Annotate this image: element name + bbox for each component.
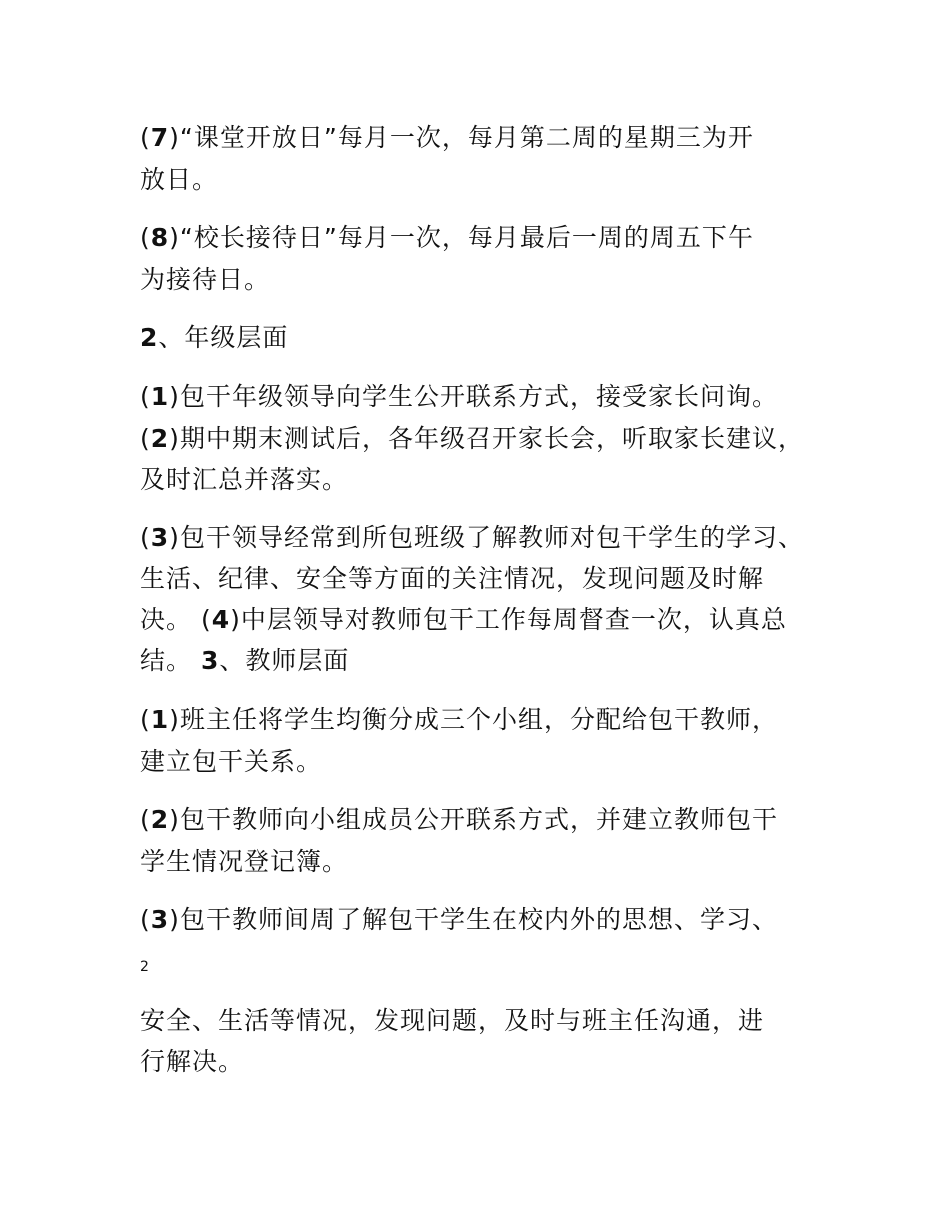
item8-number: 8 (150, 223, 170, 252)
item7-text: )“课堂开放日”每月一次，每月第二周的星期三为开 (169, 123, 754, 152)
item7-line1 (140, 121, 754, 155)
s2-item3-line1: (3)包干领导经常到所包班级了解教师对包干学生的学习、 (140, 523, 804, 552)
section3-number: 3 (200, 646, 220, 675)
s2-item4-number: 4 (211, 605, 231, 634)
s3-item2-line1: (2)包干教师向小组成员公开联系方式，并建立教师包干 (140, 805, 778, 834)
s3-item3-number: 3 (150, 905, 170, 934)
s3-item1-text: 班主任将学生均衡分成三个小组，分配给包干教师， (179, 705, 778, 734)
s3-item1-line1: (1)班主任将学生均衡分成三个小组，分配给包干教师， (140, 705, 778, 734)
continuation-line2: 行解决。 (140, 1047, 245, 1076)
item8-text: )“校长接待日”每月一次，每月最后一周的周五下午 (169, 223, 754, 252)
s2-item3-end: 决。 ( (140, 605, 212, 634)
s2-item1-line1: (1)包干年级领导向学生公开联系方式，接受家长问询。 (140, 382, 778, 411)
s2-item4-line2 (140, 644, 349, 678)
s3-item3-text: 包干教师间周了解包干学生在校内外的思想、学习、 (179, 905, 778, 934)
s2-item2-line1: (2)期中期末测试后，各年级召开家长会，听取家长建议， (140, 424, 804, 453)
s2-item3-line2: 生活、纪律、安全等方面的关注情况，发现问题及时解 (140, 564, 765, 593)
s3-item1-line2: 建立包干关系。 (140, 747, 323, 776)
s3-item3-line1: (3)包干教师间周了解包干学生在校内外的思想、学习、 (140, 905, 778, 934)
s2-item2-text: 期中期末测试后，各年级召开家长会，听取家长建议， (179, 424, 804, 453)
s2-item4-text: )中层领导对教师包干工作每周督查一次，认真总 (230, 605, 787, 634)
section2-heading (140, 321, 288, 355)
s2-item1-text: 包干年级领导向学生公开联系方式，接受家长问询。 (179, 382, 778, 411)
s2-item2-line2: 及时汇总并落实。 (140, 465, 349, 494)
s2-item4-end: 结。 (140, 646, 201, 675)
s2-item3-line3 (140, 603, 787, 637)
section2-number: 2 (140, 323, 159, 352)
item8-line1 (140, 221, 754, 255)
section2-title: 、年级层面 (158, 323, 289, 352)
page-number: 2 (140, 959, 149, 975)
s2-item3-text: 包干领导经常到所包班级了解教师对包干学生的学习、 (179, 523, 804, 552)
s3-item2-text: 包干教师向小组成员公开联系方式，并建立教师包干 (179, 805, 778, 834)
paren-open: ( (140, 123, 151, 152)
s2-item1-number: 1 (150, 382, 170, 411)
s2-item3-number: 3 (150, 523, 170, 552)
item7-line2: 放日。 (140, 165, 219, 194)
s3-item1-number: 1 (150, 705, 170, 734)
item7-number: 7 (150, 123, 170, 152)
paren-open: ( (140, 223, 151, 252)
section3-title: 、教师层面 (219, 646, 350, 675)
s2-item2-number: 2 (150, 424, 170, 453)
s3-item2-line2: 学生情况登记簿。 (140, 847, 349, 876)
s3-item2-number: 2 (150, 805, 170, 834)
continuation-line1: 安全、生活等情况，发现问题，及时与班主任沟通，进 (140, 1006, 765, 1035)
item8-line2: 为接待日。 (140, 265, 271, 294)
